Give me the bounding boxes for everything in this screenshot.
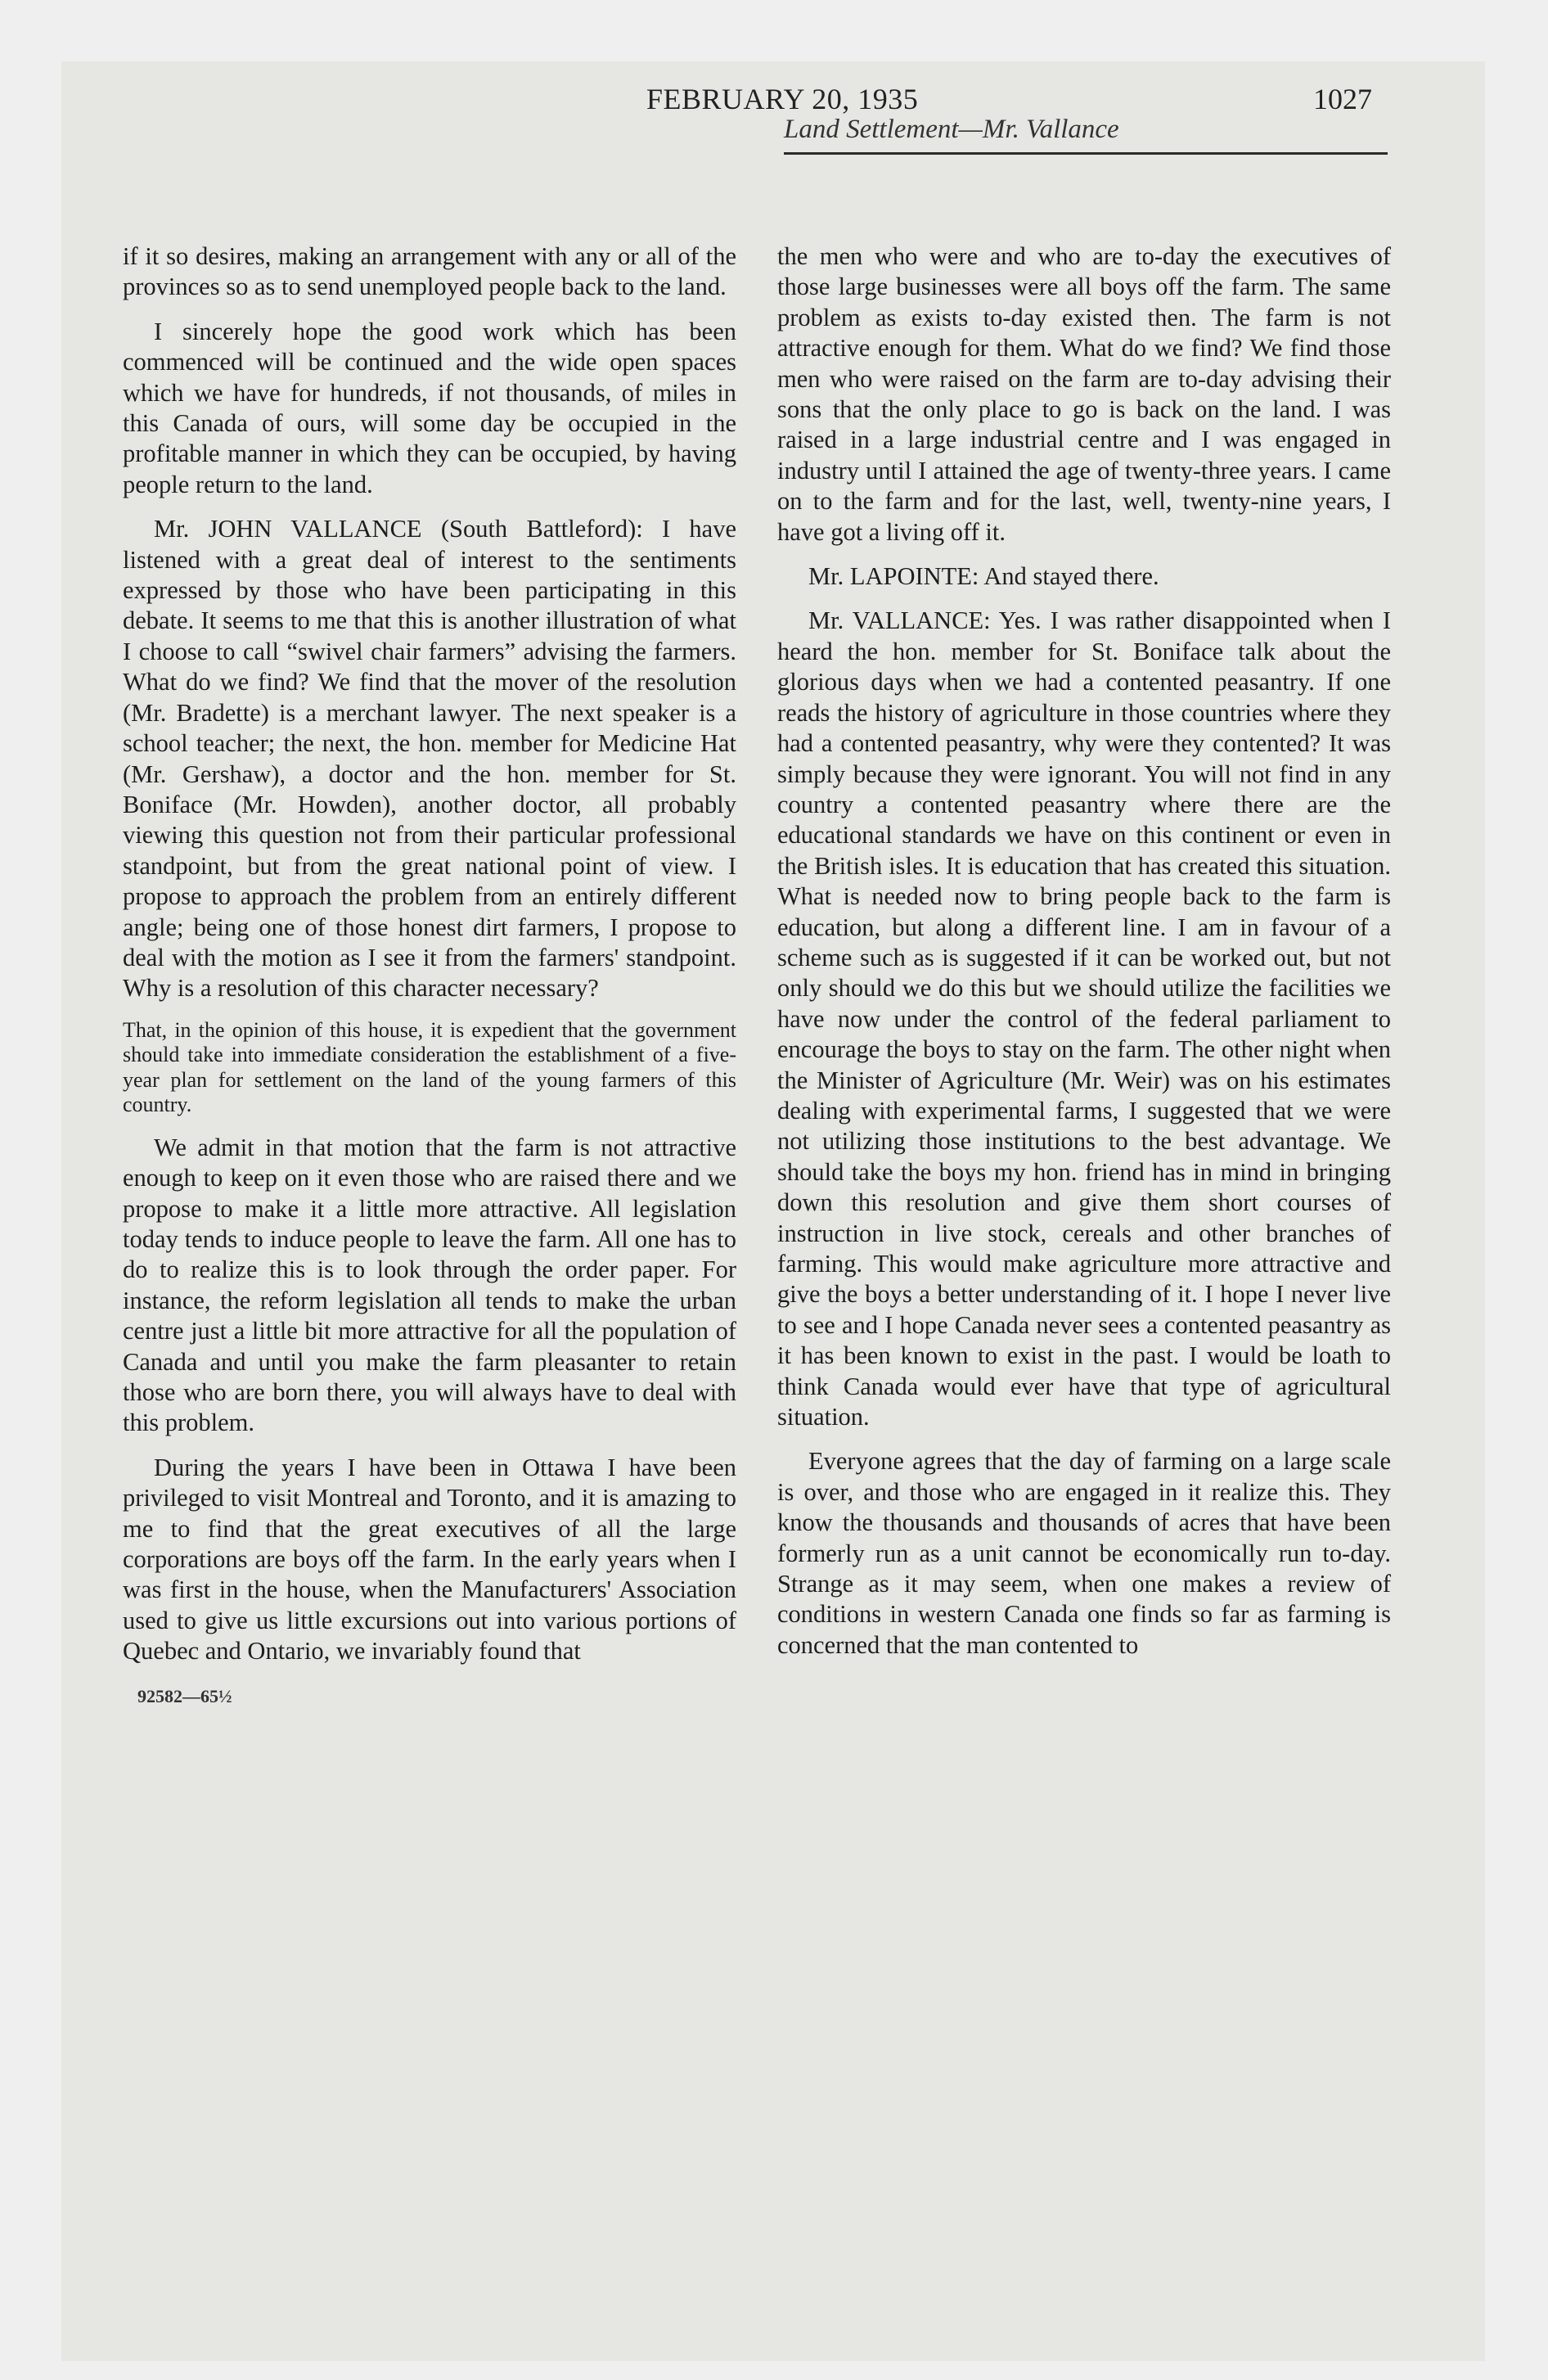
paragraph: Mr. LAPOINTE: And stayed there. — [808, 562, 1159, 591]
paragraph: Mr. VALLANCE: Yes. I was rather disappointed when I heard the hon. member for St. Boniface talk about the glorious days when we had a contented peasantry. If one reads the history of agriculture in those countries where they had a contented peasantry, why were they contented? It was simply because they were ignorant. You will not find in any country a contented peasantry where there are the educational standards we have on this continent or even in the British isles. It is education that has created this situation. What is needed now to bring people back to the farm is education, but along a different line. I am in favour of a scheme such as is suggested if it can be worked out, but not only should we do this but we should utilize the facilities we have now under the control of the federal parliament to encourage the boys to stay on the farm. The other night when the Minister of Agriculture (Mr. Weir) was on his estimates dealing with experimental farms, I suggested that we were not utilizing those institutions to the best advantage. We should take the boys my hon. friend has in mind in bringing down this resolution and give them short courses of instruction in live stock, cereals and other branches of farming. This would make agriculture more attractive and give the boys a better understanding of it. I hope I never live to see and I hope Canada never sees a contented peasantry as it has been known to exist in the past. I would be loath to think Canada would ever have that type of agricultural situation. — [777, 606, 1391, 1431]
header-date: FEBRUARY 20, 1935 — [646, 83, 919, 115]
paragraph: I sincerely hope the good work which has been commenced will be continued and the wide open spaces which we have for hundreds, if not thousands, of miles in this Canada of ours, will some day be occupied in the profitable manner in which they can be occupied, by having people return to the land. — [123, 317, 736, 498]
right-column — [777, 241, 1391, 1675]
running-subtitle: Land Settlement—Mr. Vallance — [784, 115, 1119, 144]
header-rule — [784, 152, 1388, 155]
paragraph: We admit in that motion that the farm is not attractive enough to keep on it even those who are raised there and we propose to make it a little more attractive. All legislation today tends to induce people to leave the farm. All one has to do to realize this is to look through the order paper. For instance, the reform legislation all tends to make the urban centre just a little bit more attractive for all the population of Canada and until you make the farm pleasanter to retain those who are born there, you will always have to deal with this problem. — [123, 1133, 736, 1437]
page-number: 1027 — [1313, 83, 1372, 115]
printer-mark: 92582—65½ — [137, 1685, 232, 1706]
paragraph: the men who were and who are to-day the executives of those large businesses were all boys off the farm. The same problem as exists to-day existed then. The farm is not attractive enough for them. What do we find? We find those men who were raised on the farm are to-day advising their sons that the only place to go is back on the land. I was raised in a large industrial centre and I was engaged in industry until I attained the age of twenty-three years. I came on to the farm and for the last, well, twenty-nine years, I have got a living off it. — [777, 242, 1391, 546]
left-column — [123, 241, 736, 1711]
paragraph: Everyone agrees that the day of farming on a large scale is over, and those who are engaged in it realize this. They know the thousands and thousands of acres that have been formerly run as a unit cannot be economically run to-day. Strange as it may seem, when one makes a review of conditions in western Canada one finds so far as farming is concerned that the man contented to — [777, 1447, 1391, 1659]
quoted-motion: That, in the opinion of this house, it is expedient that the government should take into immediate consideration the establishment of a five-year plan for settlement on the land of the young farmers of this country. — [123, 1017, 736, 1117]
paragraph: During the years I have been in Ottawa I have been privileged to visit Montreal and Toronto, and it is amazing to me to find that the great executives of all the large corporations are boys off the farm. In the early years when I was first in the house, when the Manufacturers' Association used to give us little excursions out into various portions of Quebec and Ontario, we invariably found that — [123, 1453, 736, 1666]
paragraph: if it so desires, making an arrangement with any or all of the provinces so as to send unemployed people back to the land. — [123, 242, 736, 301]
paragraph: Mr. JOHN VALLANCE (South Battleford): I have listened with a great deal of interest to the sentiments expressed by those who have been participating in this debate. It seems to me that this is another illustration of what I choose to call “swivel chair farmers” advising the farmers. What do we find? We find that the mover of the resolution (Mr. Bradette) is a merchant lawyer. The next speaker is a school teacher; the next, the hon. member for Medicine Hat (Mr. Gershaw), a doctor and the hon. member for St. Boniface (Mr. Howden), another doctor, all probably viewing this question not from their particular professional standpoint, but from the great national point of view. I propose to approach the problem from an entirely different angle; being one of those honest dirt farmers, I propose to deal with the motion as I see it from the farmers' standpoint. Why is a resolution of this character necessary? — [123, 515, 736, 1003]
